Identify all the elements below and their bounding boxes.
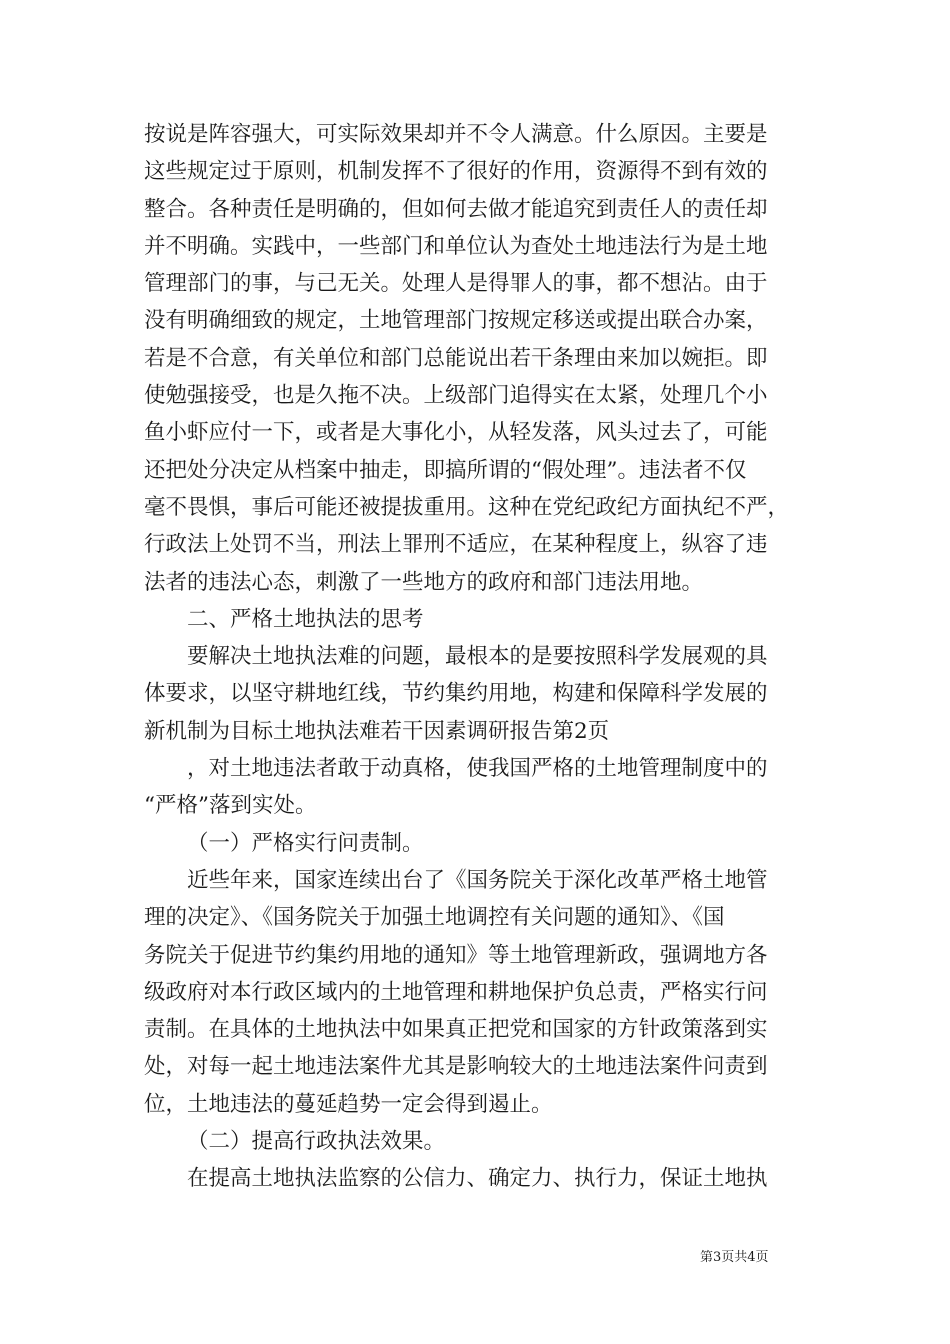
text-line: （一）严格实行问责制。 <box>187 830 424 856</box>
text-line: 行政法上处罚不当，刑法上罪刑不适应，在某种程度上，纵容了违 <box>144 532 768 558</box>
text-line: 若是不合意，有关单位和部门总能说出若干条理由来加以婉拒。即 <box>144 345 768 371</box>
text-line: 使勉强接受，也是久拖不决。上级部门追得实在太紧，处理几个小 <box>144 383 768 409</box>
page-number: 第3页共4页 <box>700 1250 769 1265</box>
text-line: 理的决定》、《国务院关于加强土地调控有关问题的通知》、《国 <box>144 905 725 931</box>
text-line: 这些规定过于原则，机制发挥不了很好的作用，资源得不到有效的 <box>144 159 768 185</box>
text-line: 新机制为目标土地执法难若干因素调研报告第2页 <box>144 718 610 744</box>
text-line: （二）提高行政执法效果。 <box>187 1129 446 1155</box>
text-line: 体要求，以坚守耕地红线，节约集约用地，构建和保障科学发展的 <box>144 681 768 707</box>
text-line: 要解决土地执法难的问题，最根本的是要按照科学发展观的具 <box>187 644 768 670</box>
text-line: 在提高土地执法监察的公信力、确定力、执行力，保证土地执 <box>187 1166 768 1192</box>
text-line: 法者的违法心态，刺激了一些地方的政府和部门违法用地。 <box>144 569 704 595</box>
text-line: ，对土地违法者敢于动真格，使我国严格的土地管理制度中的 <box>187 756 768 782</box>
document-body <box>144 116 820 1198</box>
text-line: 鱼小虾应付一下，或者是大事化小，从轻发落，风头过去了，可能 <box>144 420 768 446</box>
text-line: 按说是阵容强大，可实际效果却并不令人满意。什么原因。主要是 <box>144 122 768 147</box>
text-line: 近些年来，国家连续出台了《国务院关于深化改革严格土地管 <box>187 867 768 893</box>
text-line: 务院关于促进节约集约用地的通知》等土地管理新政，强调地方各 <box>144 942 768 968</box>
text-line: 管理部门的事，与己无关。处理人是得罪人的事，都不想沾。由于 <box>144 271 768 297</box>
text-line: 二、严格土地执法的思考 <box>187 606 424 632</box>
text-line: “严格”落到实处。 <box>144 793 317 819</box>
text-line: 位，土地违法的蔓延趋势一定会得到遏止。 <box>144 1091 553 1117</box>
text-line: 没有明确细致的规定，土地管理部门按规定移送或提出联合办案， <box>144 308 768 334</box>
text-line: 级政府对本行政区域内的土地管理和耕地保护负总责，严格实行问 <box>144 979 768 1005</box>
text-line: 并不明确。实践中，一些部门和单位认为查处土地违法行为是土地 <box>144 233 768 259</box>
text-line: 还把处分决定从档案中抽走，即搞所谓的“假处理”。违法者不仅 <box>144 457 747 483</box>
text-line: 毫不畏惧，事后可能还被提拔重用。这种在党纪政纪方面执纪不严， <box>144 494 790 520</box>
text-line: 处，对每一起土地违法案件尤其是影响较大的土地违法案件问责到 <box>144 1054 768 1080</box>
text-line: 责制。在具体的土地执法中如果真正把党和国家的方针政策落到实 <box>144 1017 768 1043</box>
text-line: 整合。各种责任是明确的，但如何去做才能追究到责任人的责任却 <box>144 196 768 222</box>
